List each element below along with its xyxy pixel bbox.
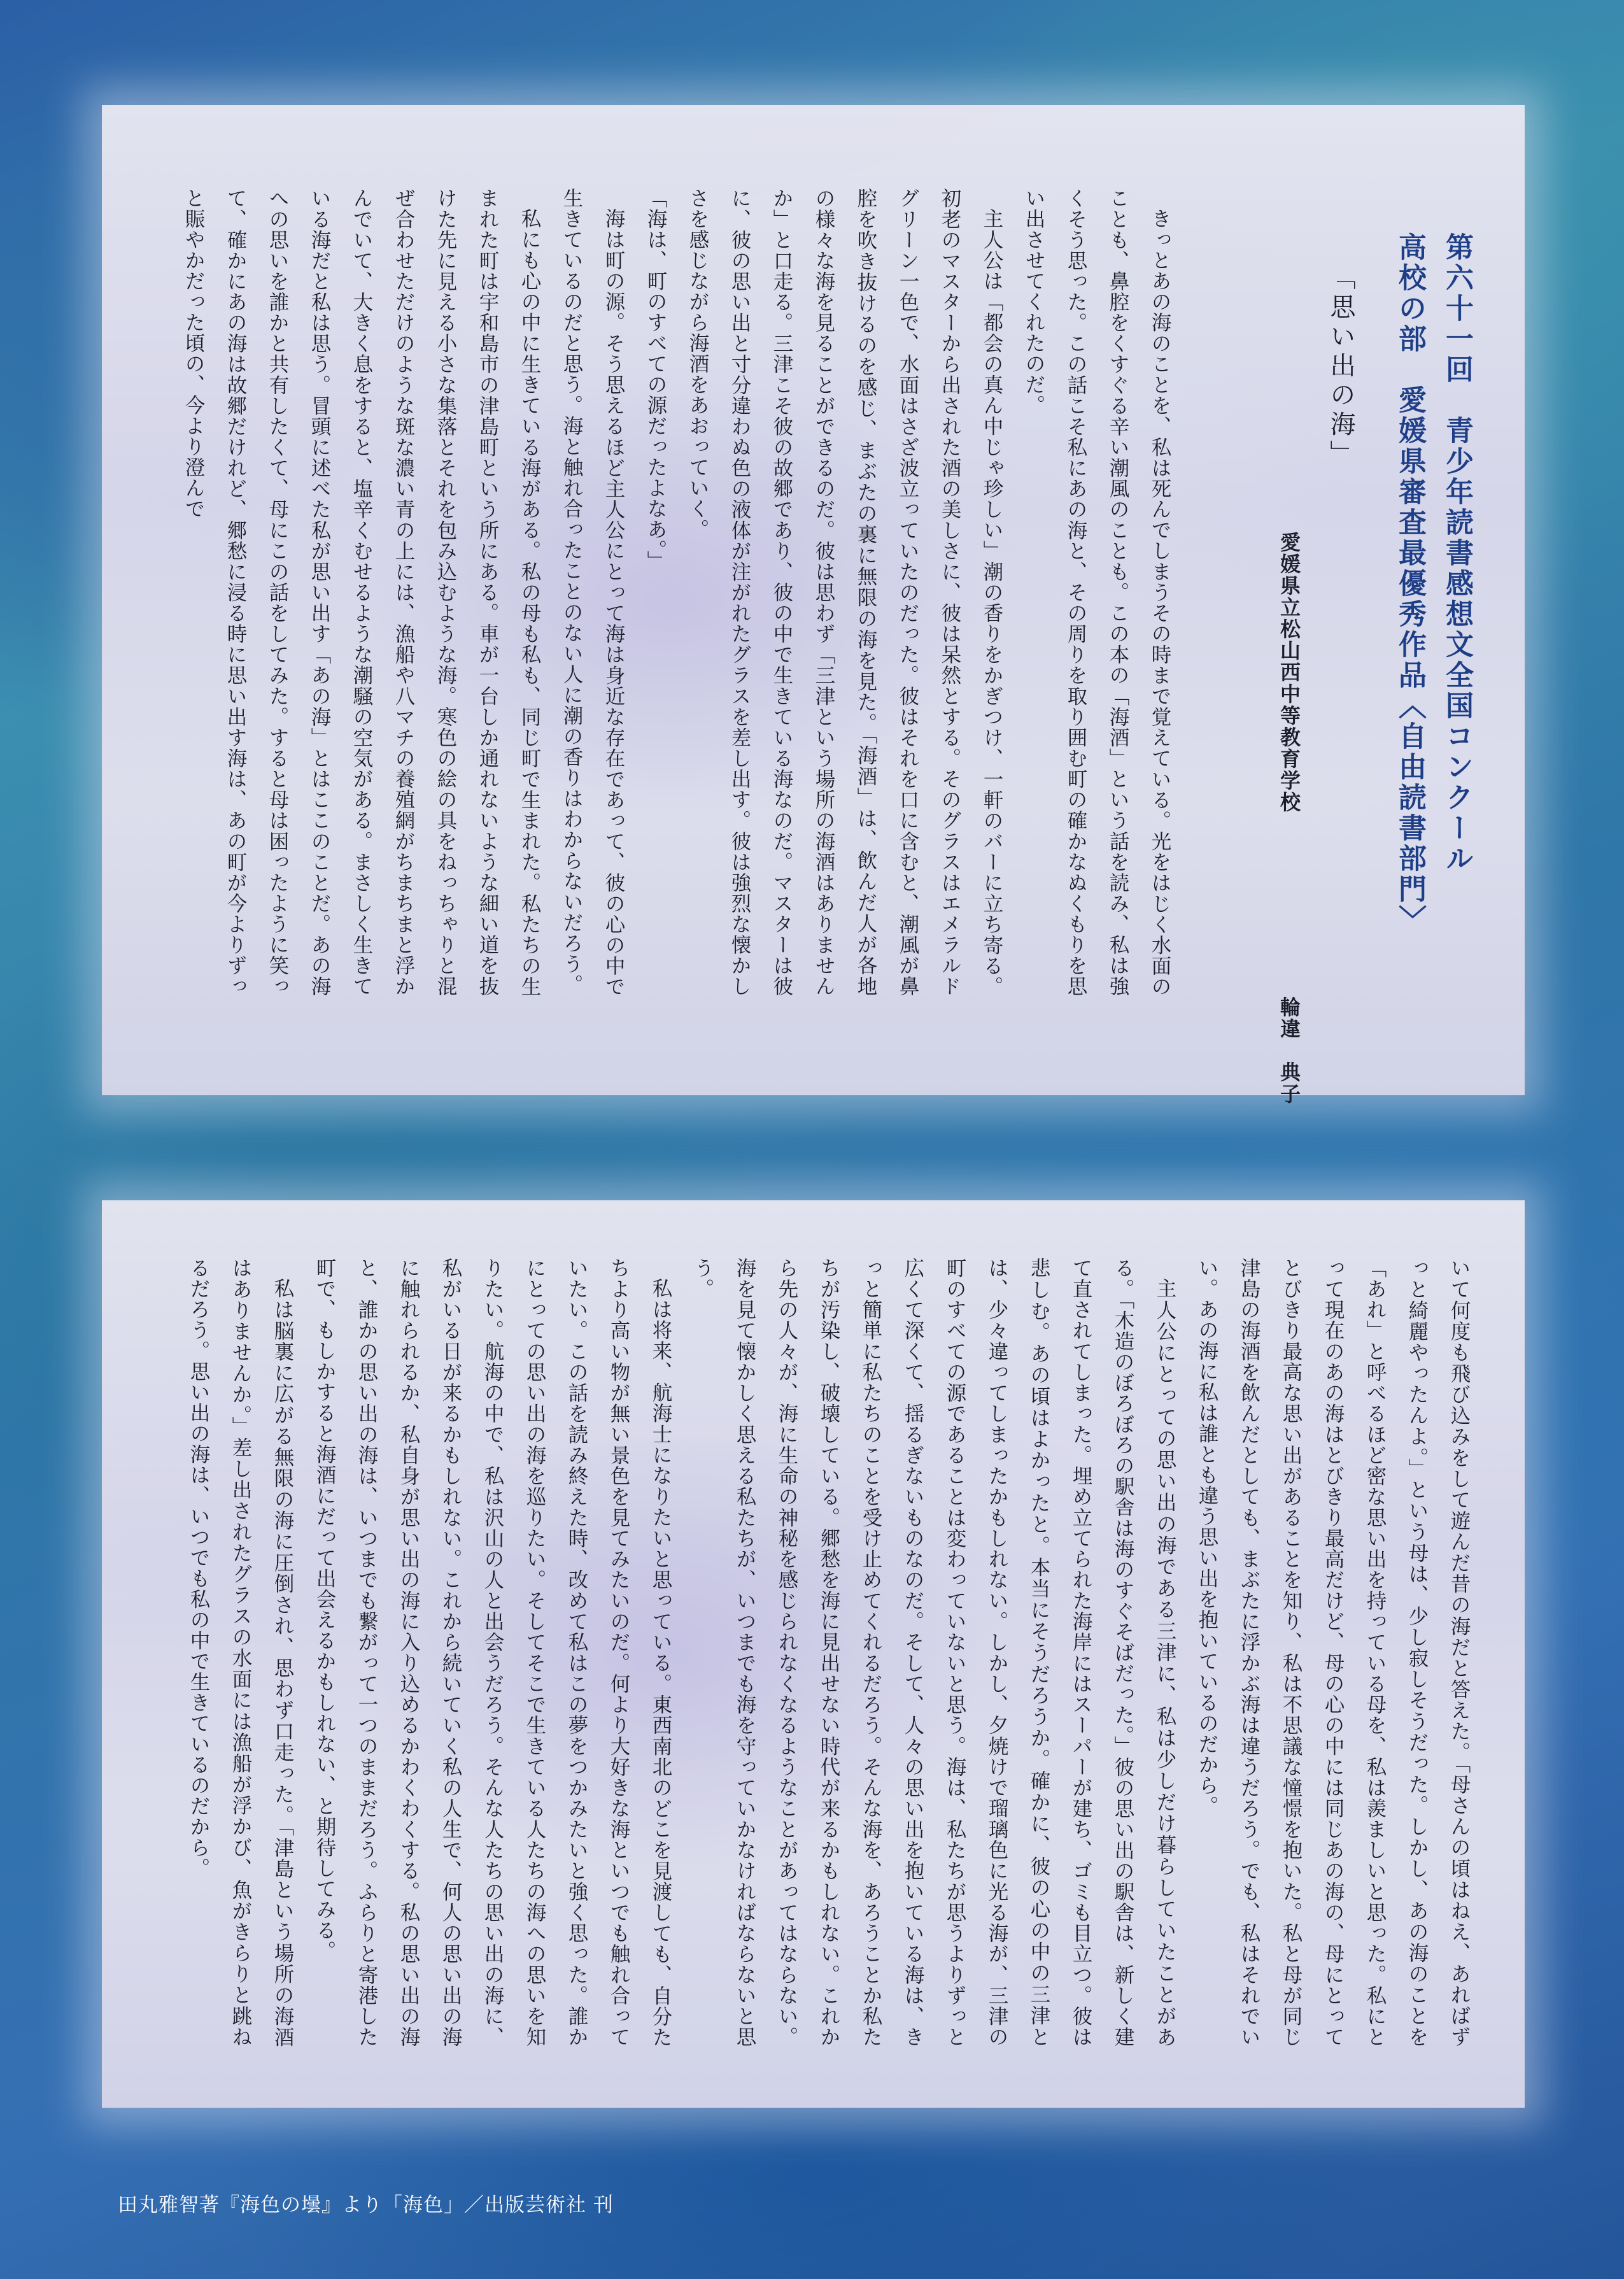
essay-body-top	[182, 188, 1181, 997]
paragraph: 主人公は「都会の真ん中じゃ珍しい」潮の香りをかぎつけ、一軒のバーに立ち寄る。初老のマスターから出された酒の美しさに、彼は呆然とする。そのグラスはエメラルドグリーン一色で、水面はさざ波立っていたのだった。彼はそれを口に含むと、潮風が鼻腔を吹き抜けるのを感じ、まぶたの裏に無限の海を見た。「海酒」は、飲んだ人が各地の様々な海を見ることができるのだ。彼は思わず「三津という場所の海酒はありませんか」と口走る。三津こそ彼の故郷であり、彼の中で生きている海なのだ。マスターは彼に、彼の思い出と寸分違わぬ色の液体が注がれたグラスを差し出す。彼は強烈な懐かしさを感じながら海酒をあおっていく。	[686, 188, 1003, 997]
paragraph: 海は町の源。そう思えるほど主人公にとって海は身近な存在であって、彼の心の中で生きているのだと思う。海と触れ合ったことのない人に潮の香りはわからないだろう。	[560, 188, 625, 997]
source-credit: 田丸雅智著『海色の壜』より「海色」／出版芸術社 刊	[118, 2194, 614, 2217]
paragraph: 私にも心の中に生きている海がある。私の母も私も、同じ町で生まれた。私たちの生まれた町は宇和島市の津島町という所にある。車が一台しか通れないような細い道を抜けた先に見える小さな集落とそれを包み込むような海。寒色の絵の具をねっちゃりと混ぜ合わせただけのような斑な濃い青の上には、漁船や八マチの養殖網がちまちまと浮かんでいて、大きく息をすると、塩辛くむせるような潮騒の空気がある。まさしく生きている海だと私は思う。冒頭に述べた私が思い出す「あの海」とはここのことだ。あの海への思いを誰かと共有したくて、母にこの話をしてみた。すると母は困ったように笑って、確かにあの海は故郷だけれど、郷愁に浸る時に思い出す海は、あの町が今よりずっと賑やかだった頃の、今より澄んで	[182, 188, 541, 997]
essay-title: 「思い出の海」	[1326, 264, 1355, 469]
title-line-1: 第六十一回 青少年読書感想文全国コンクール	[1441, 232, 1473, 874]
title-line-2: 高校の部 愛媛県審査最優秀作品〈自由読書部門〉	[1394, 232, 1426, 935]
contest-title	[1386, 232, 1480, 997]
author-name: 輪違 典子	[1277, 997, 1301, 1105]
author-school: 愛媛県立松山西中等教育学校	[1277, 532, 1301, 813]
paragraph: いて何度も飛び込みをして遊んだ昔の海だと答えた。「母さんの頃はねえ、あればずっと綺麗やったんよ。」という母は、少し寂しそうだった。しかし、あの海のことを「あれ」と呼べるほど密な思い出を持っている母を、私は羨ましいと思った。私にとって現在のあの海はとびきり最高だけど、母の心の中には同じあの海の、母にとってとびきり最高な思い出があることを知り、私は不思議な憧憬を抱いた。私と母が同じ津島の海酒を飲んだとしても、まぶたに浮かぶ海は違うだろう。でも、私はそれでいい。あの海に私は誰とも違う思い出を抱いているのだから。	[1196, 1258, 1471, 2047]
paragraph: きっとあの海のことを、私は死んでしまうその時まで覚えている。光をはじく水面のことも、鼻腔をくすぐる辛い潮風のことも。この本の「海酒」という話を読み、私は強くそう思った。この話こそ私にあの海と、その周りを取り囲む町の確かなぬくもりを思い出させてくれたのだ。	[1022, 188, 1171, 997]
author-block	[1270, 532, 1308, 1105]
top-text-panel	[102, 105, 1525, 1105]
paragraph: 主人公にとっての思い出の海である三津に、私は少しだけ暮らしていたことがある。「木造のぼろぼろの駅舎は海のすぐそばだった。」彼の思い出の駅舎は、新しく建て直されてしまった。埋め立てられた海岸にはスーパーが建ち、ゴミも目立つ。彼は悲しむ。あの頃はよかったと。本当にそうだろうか。確かに、彼の心の中の三津とは、少々違ってしまったかもしれない。しかし、夕焼けで瑠璃色に光る海が、三津の町のすべての源であることは変わっていないと思う。海は、私たちが思うよりずっと広くて深くて、揺るぎないものなのだ。そして、人々の思い出を抱いている海は、きっと簡単に私たちのことを受け止めてくれるだろう。そんな海を、あろうことか私たちが汚染し、破壊している。郷愁を海に見出せない時代が来るかもしれない。これから先の人々が、海に生命の神秘を感じられなくなるようなことがあってはならない。海を見て懐かしく思える私たちが、いつまでも海を守っていかなければならないと思う。	[691, 1258, 1176, 2047]
paragraph: 私は将来、航海士になりたいと思っている。東西南北のどこを見渡しても、自分たちより高い物が無い景色を見てみたいのだ。何より大好きな海といつでも触れ合っていたい。この話を読み終えた時、改めて私はこの夢をつかみたいと強く思った。誰かにとっての思い出の海を巡りたい。そしてそこで生きている人たちの海への思いを知りたい。航海の中で、私は沢山の人と出会うだろう。そんな人たちの思い出の海に、私がいる日が来るかもしれない。これから続いていく私の人生で、何人の思い出の海に触れられるか、私自身が思い出の海に入り込めるかわくわくする。私の思い出の海と、誰かの思い出の海は、いつまでも繋がって一つのままだろう。ふらりと寄港した町で、もしかすると海酒にだって出会えるかもしれない、と期待してみる。	[313, 1258, 672, 2047]
paragraph: 私は脳裏に広がる無限の海に圧倒され、思わず口走った。「津島という場所の海酒はありませんか。」差し出されたグラスの水面には漁船が浮かび、魚がきらりと跳ねるだろう。思い出の海は、いつでも私の中で生きているのだから。	[187, 1258, 294, 2047]
bottom-text-panel	[102, 1200, 1525, 2108]
essay-body-bottom	[156, 1258, 1480, 2047]
paragraph: 「海は、町のすべての源だったよなあ。」	[644, 188, 667, 571]
